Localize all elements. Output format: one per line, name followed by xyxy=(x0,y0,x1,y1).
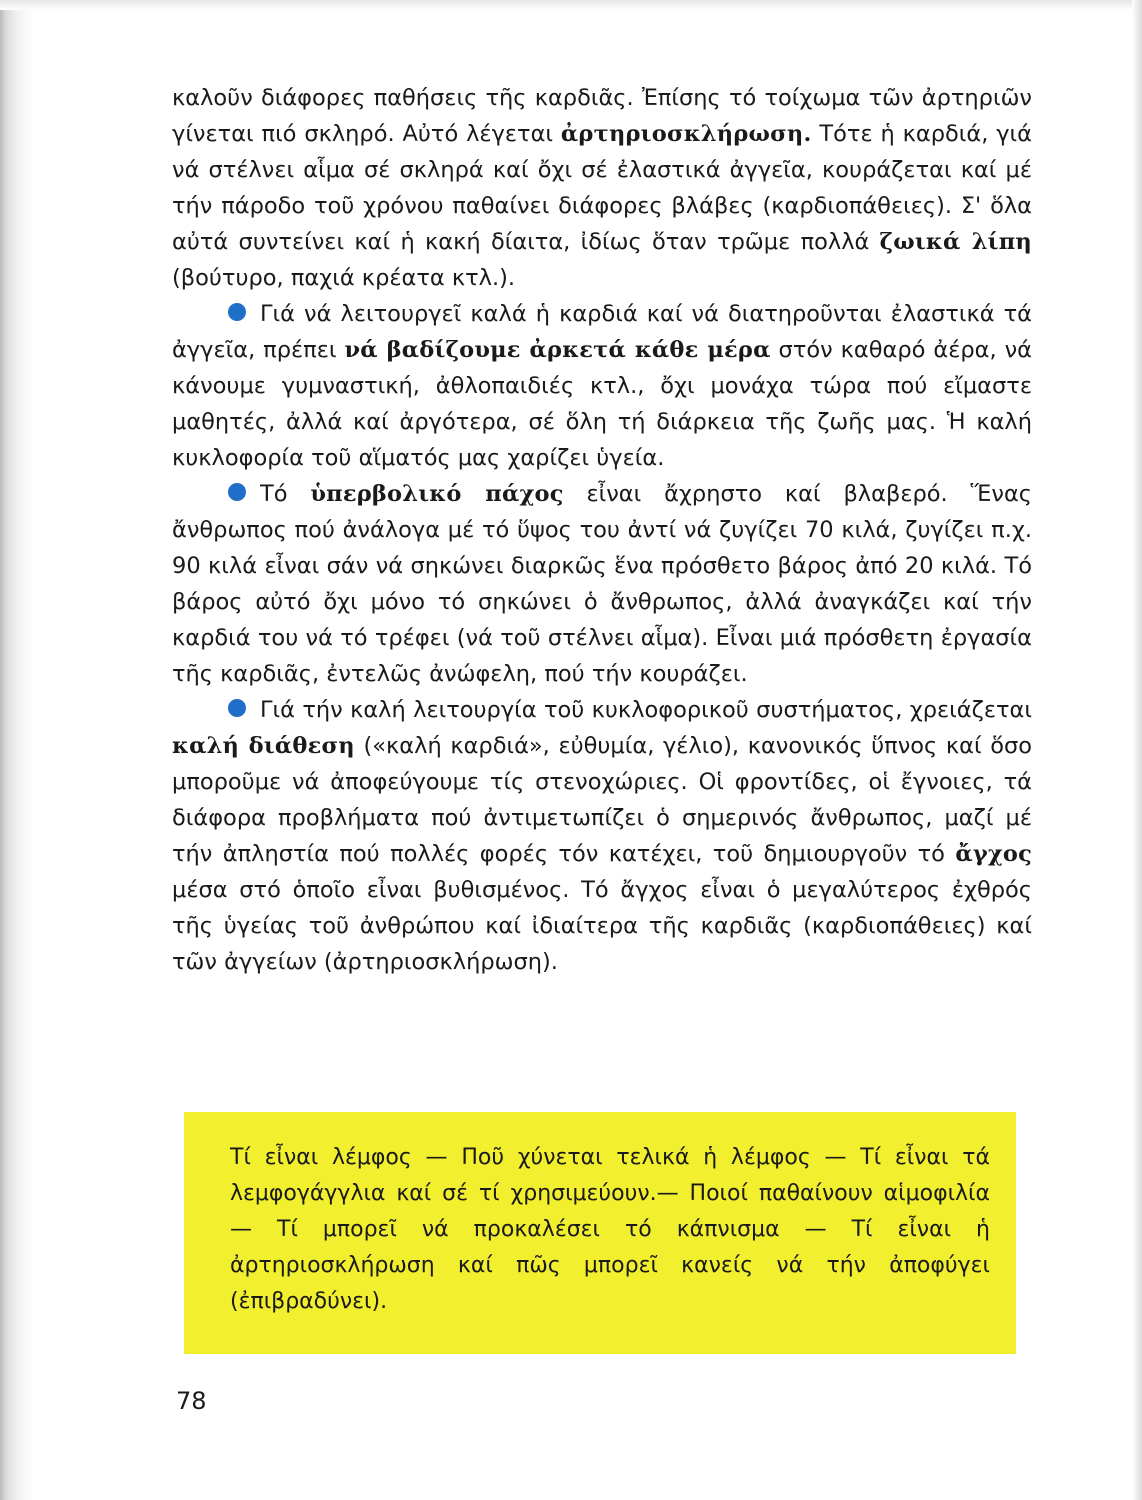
text-run: εἶναι ἄχρηστο καί βλαβερό. Ἕνας ἄνθρωπος πού ἀνάλογα μέ τό ὕψος του ἀντί νά ζυγίζει 70 κιλά, ζυγίζει π.χ. 90 κιλά εἶναι σάν νά σηκώνει διαρκῶς ἕνα πρόσθετο βάρος ἀπό 20 κιλά. Τό βάρος αὐτό ὄχι μόνο τό σηκώνει ὁ ἄνθρωπος, ἀλλά ἀναγκάζει καί τήν καρδιά του νά τό τρέφει (νά τοῦ στέλνει αἷμα). Εἶναι μιά πρόσθετη ἐργασία τῆς καρδιᾶς, ἐντελῶς ἀνώφελη, πού τήν κουράζει. xyxy=(172,481,1033,687)
bullet-icon xyxy=(228,699,246,717)
text-run: Τότε ἡ καρδιά, γιά νά στέλνει αἷμα σέ σκληρά καί ὄχι σέ ἐλαστικά ἀγγεῖα, κουράζεται καί μέ τήν πάροδο τοῦ χρόνου παθαίνει διάφορες βλάβες (καρδιοπάθειες). Σ' ὅλα αὐτά συντείνει καί ἡ κακή δίαιτα, ἰδίως ὅταν τρῶμε πολλά xyxy=(172,121,1032,255)
text-run: μέσα στό ὁποῖο εἶναι βυθισμένος. Τό ἄγχος εἶναι ὁ μεγαλύτερος ἐχθρός τῆς ὑγείας τοῦ ἀνθρώπου καί ἰδιαίτερα τῆς καρδιᾶς (καρδιοπάθειες) καί τῶν ἀγγείων (ἀρτηριοσκλήρωση). xyxy=(172,877,1032,975)
text-run: στόν καθαρό ἀέρα, νά κάνουμε γυμναστική, ἀθλοπαιδιές κτλ., ὄχι μονάχα τώρα πού εἴμαστε μαθητές, ἀλλά καί ἀργότερα, σέ ὅλη τή διάρκεια τῆς ζωῆς μας. Ἡ καλή κυκλοφορία τοῦ αἵματός μας χαρίζει ὑγεία. xyxy=(172,337,1032,471)
text-run: Γιά νά λειτουργεῖ καλά ἡ καρδιά καί νά διατηροῦνται ἐλαστικά τά ἀγγεῖα, πρέπει xyxy=(172,301,1032,363)
page-top-edge xyxy=(0,0,1142,10)
page-number: 78 xyxy=(176,1387,207,1415)
paragraph-1 xyxy=(172,80,1032,296)
paragraph-2 xyxy=(172,296,1032,476)
review-questions-text: Τί εἶναι λέμφος — Ποῦ χύνεται τελικά ἡ λέμφος — Τί εἶναι τά λεμφογάγγλια καί σέ τί χρησιμεύουν.— Ποιοί παθαίνουν αἱμοφιλία — Τί μπορεῖ νά προκαλέσει τό κάπνισμα — Τί εἶναι ἡ ἀρτηριοσκλήρωση καί πῶς μπορεῖ κανείς νά τήν ἀποφύγει (ἐπιβραδύνει). xyxy=(230,1145,990,1314)
bold-term-excess-weight: ὑπερβολικό πάχος xyxy=(310,481,564,507)
bold-term-anxiety: ἄγχος xyxy=(955,841,1032,867)
review-questions-box xyxy=(184,1112,1016,1354)
text-run: (βούτυρο, παχιά κρέατα κτλ.). xyxy=(172,265,516,291)
body-text xyxy=(172,80,1032,980)
page-right-edge xyxy=(1132,0,1142,1500)
bold-term-animal-fats: ζωικά λίπη xyxy=(879,229,1032,255)
bold-term-good-mood: καλή διάθεση xyxy=(172,733,355,759)
bullet-icon xyxy=(228,303,246,321)
bold-term-arteriosclerosis: ἀρτηριοσκλήρωση. xyxy=(560,121,812,147)
page-binding-shadow xyxy=(0,0,34,1500)
paragraph-4 xyxy=(172,692,1032,980)
text-run: («καλή καρδιά», εὐθυμία, γέλιο), κανονικός ὕπνος καί ὅσο μποροῦμε νά ἀποφεύγουμε τίς στενοχώριες. Οἱ φροντίδες, οἱ ἔγνοιες, τά διάφορα προβλήματα πού ἀντιμετωπίζει ὁ σημερινός ἄνθρωπος, μαζί μέ τήν ἀπληστία πού πολλές φορές τόν κατέχει, τοῦ δημιουργοῦν τό xyxy=(172,733,1033,867)
paragraph-3 xyxy=(172,476,1032,692)
bold-term-walking: νά βαδίζουμε ἀρκετά κάθε μέρα xyxy=(344,337,771,363)
text-run: Τό xyxy=(260,481,311,507)
text-run: Γιά τήν καλή λειτουργία τοῦ κυκλοφορικοῦ συστήματος, χρειάζεται xyxy=(260,697,1032,723)
bullet-icon xyxy=(228,483,246,501)
text-run: καλοῦν διάφορες παθήσεις τῆς καρδιᾶς. Ἐπίσης τό τοίχωμα τῶν ἀρτηριῶν γίνεται πιό σκληρό. Αὐτό λέγεται xyxy=(172,85,1032,147)
